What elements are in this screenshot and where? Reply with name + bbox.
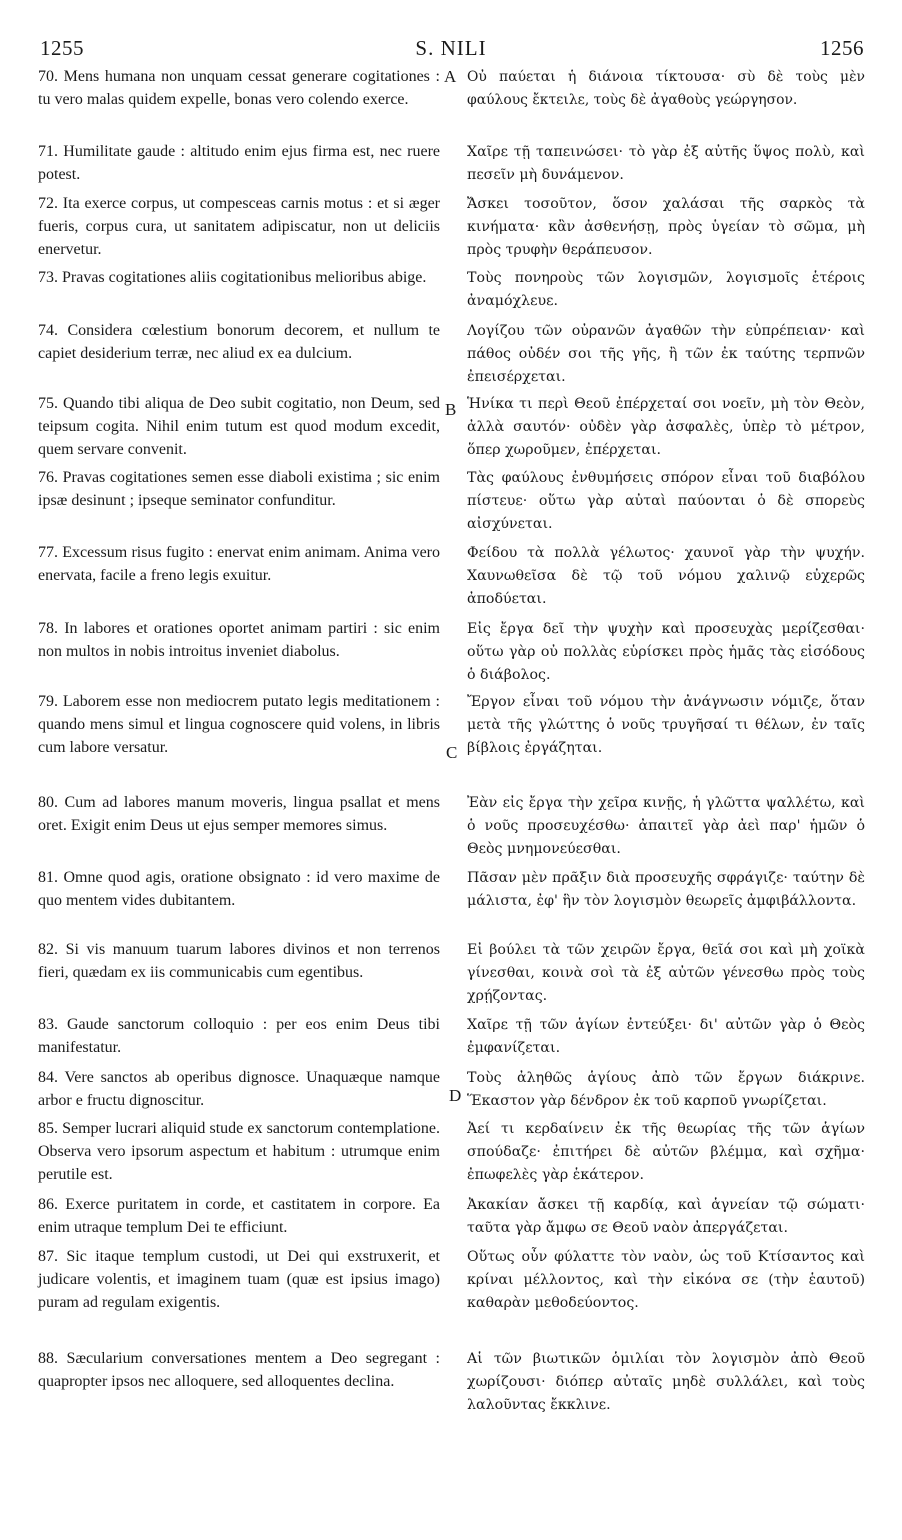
greek-paragraph-76: Τὰς φαύλους ἐνθυμήσεις σπόρον εἶναι τοῦ διαβόλου πίστευε· οὕτω γὰρ αὐταὶ παύονται ὁ δὲ σπορεὺς αἰσχύνεται. [467,470,865,532]
greek-paragraph-80: Ἐὰν εἰς ἔργα τὴν χεῖρα κινῇς, ἡ γλῶττα ψαλλέτω, καὶ ὁ νοῦς προσευχέσθω· ἀπαιτεῖ γὰρ ἀεὶ παρ' ἡμῶν ὁ Θεὸς μνημονεύεσθαι. [467,795,865,857]
greek-paragraph-74: Λογίζου τῶν οὐρανῶν ἀγαθῶν τὴν εὐπρέπειαν· καὶ πάθος οὐδέν σοι τῆς γῆς, ἢ τῶν ἐκ ταύτης τερπνῶν ἐπεισέρχεται. [467,323,865,385]
greek-paragraph-70: Οὐ παύεται ἡ διάνοια τίκτουσα· σὺ δὲ τοὺς μὲν φαύλους ἔκτειλε, τοὺς δὲ ἀγαθοὺς γεώργησον. [467,69,865,108]
latin-paragraph-81: 81. Omne quod agis, oratione obsignato : id vero maxime de quo mentem vides dubitantem. [38,869,440,909]
latin-paragraph-71: 71. Humilitate gaude : altitudo enim ejus firma est, nec ruere potest. [38,143,440,183]
margin-letter-a: A [444,67,457,86]
latin-paragraph-79: 79. Laborem esse non mediocrem putato legis meditationem : quando mens simul et lingua cognoscere quid volens, in libris cum labore versatur. [38,693,440,756]
margin-letter-d: D [449,1086,462,1105]
latin-paragraph-88: 88. Sæcularium conversationes mentem a Deo segregant : quapropter ipsos nec alloquere, sed alloquentes declina. [38,1350,440,1390]
greek-paragraph-82: Εἰ βούλει τὰ τῶν χειρῶν ἔργα, θεῖά σοι καὶ μὴ χοϊκὰ γίνεσθαι, κοινὰ σοὶ τὰ ἐξ αὐτῶν γένεσθω πρὸς τοὺς χρῄζοντας. [467,942,865,1004]
left-page-number: 1255 [40,36,84,60]
latin-paragraph-87: 87. Sic itaque templum custodi, ut Dei qui exstruxerit, et judicare volentis, et imaginem tuam (quæ est ipsius imago) puram ad regulam exigentis. [38,1248,440,1311]
latin-paragraph-86: 86. Exerce puritatem in corde, et castitatem in corpore. Ea enim utraque templum Dei te efficiunt. [38,1196,440,1236]
latin-paragraph-84: 84. Vere sanctos ab operibus dignosce. Unaquæque namque arbor e fructu dignoscitur. [38,1069,440,1109]
latin-paragraph-83: 83. Gaude sanctorum colloquio : per eos enim Deus tibi manifestatur. [38,1016,440,1056]
latin-paragraph-80: 80. Cum ad labores manum moveris, lingua psallat et mens oret. Exigit enim Deus ut ejus semper memores simus. [38,794,440,834]
margin-letter-b: B [445,400,457,419]
greek-paragraph-83: Χαῖρε τῇ τῶν ἁγίων ἐντεύξει· δι' αὐτῶν γὰρ ὁ Θεὸς ἐμφανίζεται. [467,1017,865,1056]
latin-paragraph-70: 70. Mens humana non unquam cessat generare cogitationes : tu vero malas quidem expelle, bonas vero colendo exerce. [38,68,440,108]
greek-paragraph-71: Χαῖρε τῇ ταπεινώσει· τὸ γὰρ ἐξ αὐτῆς ὕψος πολὺ, καὶ πεσεῖν μὴ δυνάμενον. [467,144,865,183]
latin-paragraph-77: 77. Excessum risus fugito : enervat enim animam. Anima vero enervata, facile a freno legis exuitur. [38,544,440,584]
latin-paragraph-85: 85. Semper lucrari aliquid stude ex sanctorum contemplatione. Observa vero ipsorum aspectum et habitum : utrumque enim perutile est. [38,1120,440,1183]
greek-paragraph-78: Εἰς ἔργα δεῖ τὴν ψυχὴν καὶ προσευχὰς μερίζεσθαι· οὕτω γὰρ οὐ πολλὰς εὑρίσκει πρὸς ἡμᾶς τὰς εἰσόδους ὁ διάβολος. [467,621,865,683]
greek-paragraph-72: Ἄσκει τοσοῦτον, ὅσον χαλάσαι τῆς σαρκὸς τὰ κινήματα· κἂν ἀσθενήσῃ, πρὸς ὑγείαν τὸ σῶμα, μὴ πρὸς τρυφὴν θεράπευσον. [467,196,865,258]
greek-paragraph-77: Φείδου τὰ πολλὰ γέλωτος· χαυνοῖ γὰρ τὴν ψυχήν. Χαυνωθεῖσα δὲ τῷ τοῦ νόμου χαλινῷ εὐχερῶς ἀποδύεται. [467,545,865,607]
greek-paragraph-88: Αἱ τῶν βιωτικῶν ὁμιλίαι τὸν λογισμὸν ἀπὸ Θεοῦ χωρίζουσι· διόπερ αὐταῖς μηδὲ συλλάλει, καὶ τοὺς λαλοῦντας ἔκκλινε. [467,1351,865,1413]
greek-paragraph-85: Ἀεί τι κερδαίνειν ἐκ τῆς θεωρίας τῆς τῶν ἁγίων σπούδαζε· ἐπιτήρει δὲ αὐτῶν βλέμμα, καὶ σχῆμα· ἐπωφελὲς γὰρ ἑκάτερον. [467,1121,865,1183]
latin-paragraph-73: 73. Pravas cogitationes aliis cogitationibus melioribus abige. [38,269,427,286]
latin-paragraph-78: 78. In labores et orationes oportet animam partiri : sic enim non multos in nobis introitus inveniet diabolus. [38,620,440,660]
greek-paragraph-75: Ἡνίκα τι περὶ Θεοῦ ἐπέρχεταί σοι νοεῖν, μὴ τὸν Θεὸν, ἀλλὰ σαυτόν· οὐδὲν γὰρ ἀσφαλὲς, ὑπὲρ τὸ μέτρον, ὅπερ χωροῦμεν, ἐπέρχεται. [467,396,865,458]
latin-paragraph-76: 76. Pravas cogitationes semen esse diaboli existima ; sic enim ipsæ desinunt ; ipseque seminator confunditur. [38,469,440,509]
right-page-number: 1256 [820,36,864,60]
latin-paragraph-82: 82. Si vis manuum tuarum labores divinos et non terrenos fieri, quædam ex iis communicabis cum egentibus. [38,941,440,981]
greek-paragraph-84: Τοὺς ἀληθῶς ἁγίους ἀπὸ τῶν ἔργων διάκρινε. Ἕκαστον γὰρ δένδρον ἐκ τοῦ καρποῦ γνωρίζεται. [467,1070,865,1109]
greek-paragraph-79: Ἔργον εἶναι τοῦ νόμου τὴν ἀνάγνωσιν νόμιζε, ὅταν μετὰ τῆς γλώττης ὁ νοῦς τρυγῆσαί τι θέλων, ἐν ταῖς βίβλοις ἐργάζηται. [467,694,865,756]
margin-letter-c: C [446,743,458,762]
greek-paragraph-73: Τοὺς πονηροὺς τῶν λογισμῶν, λογισμοῖς ἑτέροις ἀναμόχλευε. [467,270,865,309]
greek-paragraph-86: Ἀκακίαν ἄσκει τῇ καρδίᾳ, καὶ ἁγνείαν τῷ σώματι· ταῦτα γὰρ ἄμφω σε Θεοῦ ναὸν ἀπεργάζεται. [467,1197,865,1236]
latin-paragraph-74: 74. Considera cœlestium bonorum decorem, et nullum te capiet desiderium terræ, nec aliud ex ea dulcium. [38,322,440,362]
running-title: S. NILI [415,36,487,60]
latin-paragraph-75: 75. Quando tibi aliqua de Deo subit cogitatio, non Deum, sed teipsum cogita. Nihil enim tutum est quod modum excedit, quem servare convenit. [38,395,440,458]
latin-paragraph-72: 72. Ita exerce corpus, ut compesceas carnis motus : et si æger fueris, corpus cura, ut sanitatem adipiscatur, non ut deliciis enervetur. [38,195,440,258]
greek-paragraph-87: Οὕτως οὖν φύλαττε τὸν ναὸν, ὡς τοῦ Κτίσαντος καὶ κρίναι μέλλοντος, καὶ τὴν εἰκόνα σε (τὴν ἑαυτοῦ) καθαρὰν μεθοδεύοντος. [467,1249,865,1311]
greek-paragraph-81: Πᾶσαν μὲν πρᾶξιν διὰ προσευχῆς σφράγιζε· ταύτην δὲ μάλιστα, ἐφ' ἣν τὸν λογισμὸν θεωρεῖς ἀμφιβάλλοντα. [467,870,865,909]
